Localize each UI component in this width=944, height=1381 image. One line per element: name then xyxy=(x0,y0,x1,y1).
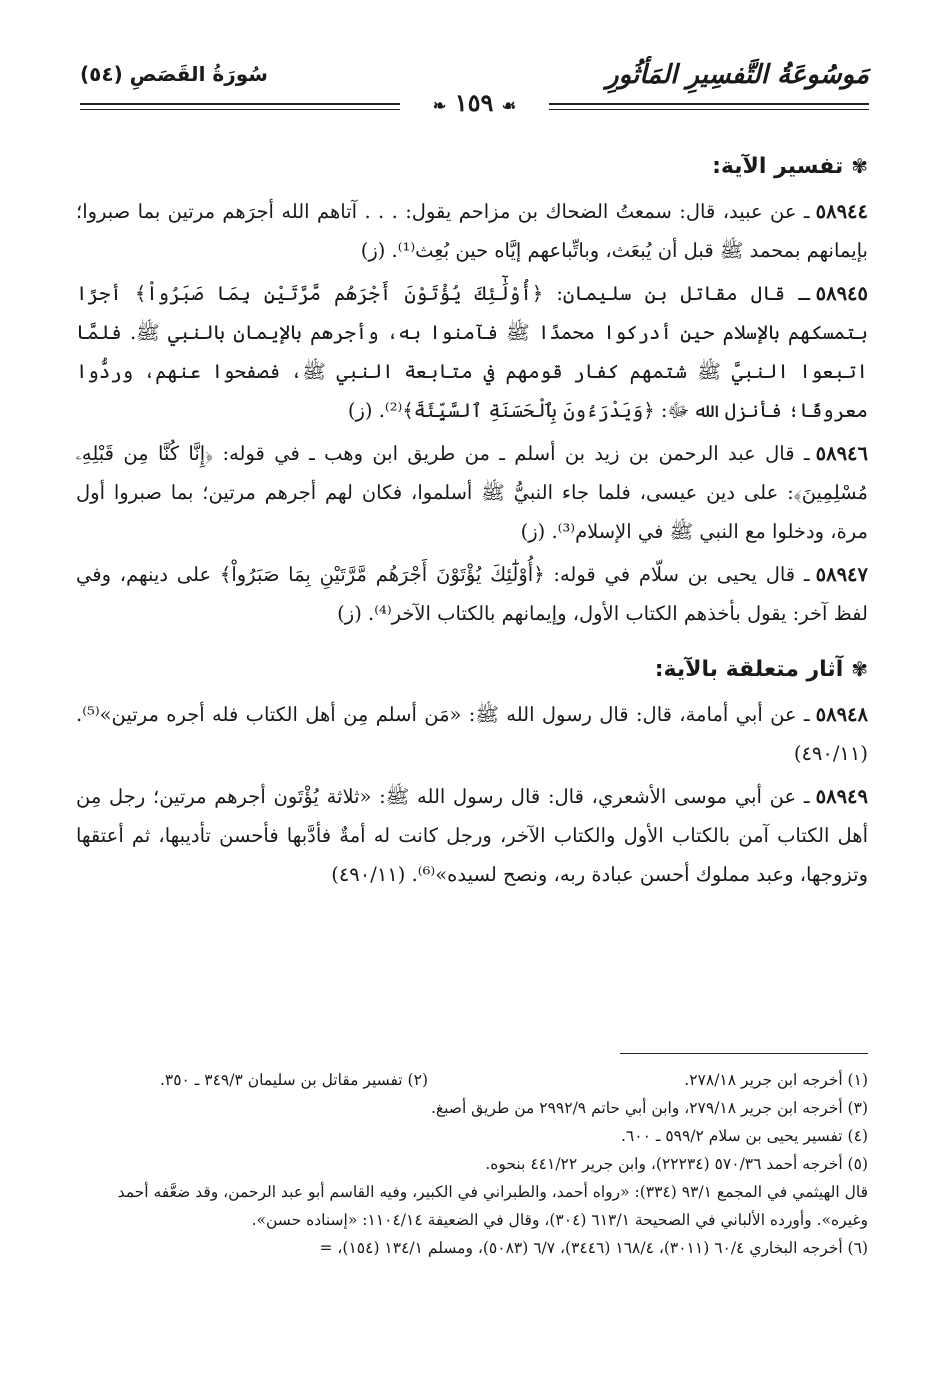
narration xyxy=(76,192,868,270)
narration-text: ـ عن أبي موسى الأشعري، قال: قال رسول الله ﷺ: «ثلاثة يُؤْتَون أجرهم مرتين؛ رجل مِن أهل الكتاب آمن بالكتاب الأول والكتاب الآخر، ورجل كانت له أمةٌ فأدَّبها فأحسن تأديبها، ثم أعتقها وتزوجها، وعبد مملوك أحسن عبادة ربه، ونصح لسيده»⁽⁶⁾. (٤٩٠/١١) xyxy=(76,785,868,886)
book-title: مَوسُوعَةُ التَّفسِيرِ المَأثُورِ xyxy=(606,60,869,90)
ornament-icon: ☙ xyxy=(501,96,517,115)
narration-number: ٥٨٩٤٦ xyxy=(815,442,868,465)
narration xyxy=(76,555,868,633)
page-number: ١٥٩ xyxy=(454,88,494,117)
narration-text: ـ عن أبي أمامة، قال: قال رسول الله ﷺ: «مَن أسلم مِن أهل الكتاب فله أجره مرتين»⁽⁵⁾. (٤٩٠/١١) xyxy=(76,703,868,765)
narration-text: ـ قال عبد الرحمن بن زيد بن أسلم ـ من طريق ابن وهب ـ في قوله: ﴿إِنَّا كُنَّا مِن قَبْلِهِۦ مُسْلِمِينَ﴾: على دين عيسى، فلما جاء النبيُّ ﷺ أسلموا، فكان لهم أجرهم مرتين؛ بما صبروا أول مرة، ودخلوا مع النبي ﷺ في الإسلام⁽³⁾. (ز) xyxy=(76,442,868,543)
footnote: (٢) تفسير مقاتل بن سليمان ٣٤٩/٣ ـ ٣٥٠. xyxy=(159,1071,428,1089)
footnote: (٤) تفسير يحيى بن سلام ٥٩٩/٢ ـ ٦٠٠. xyxy=(620,1127,868,1145)
narration-number: ٥٨٩٤٤ xyxy=(815,200,868,223)
footnote-row xyxy=(70,1066,868,1094)
footnote: (١) أخرجه ابن جرير ٢٧٨/١٨. xyxy=(684,1071,868,1089)
flower-ornament-icon: ✾ xyxy=(851,657,868,681)
footnote: (٣) أخرجه ابن جرير ٢٧٩/١٨، وابن أبي حاتم ٢٩٩٢/٩ من طريق أصبغ. xyxy=(430,1099,868,1117)
hadith xyxy=(76,695,868,773)
narration-number: ٥٨٩٤٨ xyxy=(815,703,868,726)
section-heading: ✾تفسير الآية: xyxy=(712,154,868,179)
footnote-separator xyxy=(620,1053,868,1054)
hadith xyxy=(76,777,868,894)
surah-label: سُورَةُ القَصَصِ (٥٤) xyxy=(80,62,268,86)
header-rule-left xyxy=(80,103,400,110)
footnote: (٦) أخرجه البخاري ٦٠/٤ (٣٠١١)، ١٦٨/٤ (٣٤٤٦)، ٦/٧ (٥٠٨٣)، ومسلم ١٣٤/١ (١٥٤)، = xyxy=(319,1239,868,1257)
footnotes xyxy=(70,1066,868,1262)
footnote: (٥) أخرجه أحمد ٥٧٠/٣٦ (٢٢٢٣٤)، وابن جرير ٤٤١/٢٢ بنحوه. xyxy=(485,1155,868,1173)
narration-number: ٥٨٩٤٩ xyxy=(815,785,868,808)
section-heading: ✾آثار متعلقة بالآية: xyxy=(654,657,868,682)
footnote: قال الهيثمي في المجمع ٩٣/١ (٣٣٤): «رواه أحمد، والطبراني في الكبير، وفيه القاسم أبو عبد الرحمن، وقد ضعَّفه أحمد وغيره». وأورده الألباني في الصحيحة ٦١٣/١ (٣٠٤)، وقال في الضعيفة ١١٠٤/١٤: «إسناده حسن». xyxy=(117,1183,868,1229)
narration xyxy=(76,434,868,551)
narration-text: ـ قال مقاتل بن سليمان: ﴿أُوْلَٰٓئِكَ يُؤْتَوْنَ أَجْرَهُم مَّرَّتَيْنِ بِمَا صَبَرُواْ﴾ أجرًا بتمسكهم بالإسلام حين أدركوا محمدًا ﷺ فآمنوا به، وأجرهم بالإيمان بالنبي ﷺ. فلمَّا اتبعوا النبيَّ ﷺ شتمهم كفار قومهم في متابعة النبي ﷺ، فصفحوا عنهم، وردُّوا معروفًا؛ فأنزل الله ﷻ: ﴿وَيَدْرَءُونَ بِٱلْحَسَنَةِ ٱلسَّيِّئَةَ﴾⁽²⁾. (ز) xyxy=(76,282,868,422)
narration-number: ٥٨٩٤٧ xyxy=(815,563,868,586)
flower-ornament-icon: ✾ xyxy=(851,154,868,178)
page-number-block xyxy=(433,88,516,117)
running-header xyxy=(80,60,869,120)
main-text xyxy=(76,148,868,898)
narration-text: ـ عن عبيد، قال: سمعتُ الضحاك بن مزاحم يقول: . . . آتاهم الله أجرَهم مرتين بما صبروا؛ بإيمانهم بمحمد ﷺ قبل أن يُبعَث، وباتِّباعهم إيَّاه حين بُعِث⁽¹⁾. (ز) xyxy=(76,200,868,262)
narration xyxy=(76,274,868,430)
narration-text: ـ قال يحيى بن سلّام في قوله: ﴿أُوْلَٰٓئِكَ يُؤْتَوْنَ أَجْرَهُم مَّرَّتَيْنِ بِمَا صَبَرُواْ﴾ على دينهم، وفي لفظ آخر: يقول بأخذهم الكتاب الأول، وإيمانهم بالكتاب الآخر⁽⁴⁾. (ز) xyxy=(76,563,868,625)
narration-number: ٥٨٩٤٥ xyxy=(815,282,868,305)
ornament-icon: ❧ xyxy=(432,96,447,115)
header-rule-right xyxy=(549,103,869,110)
